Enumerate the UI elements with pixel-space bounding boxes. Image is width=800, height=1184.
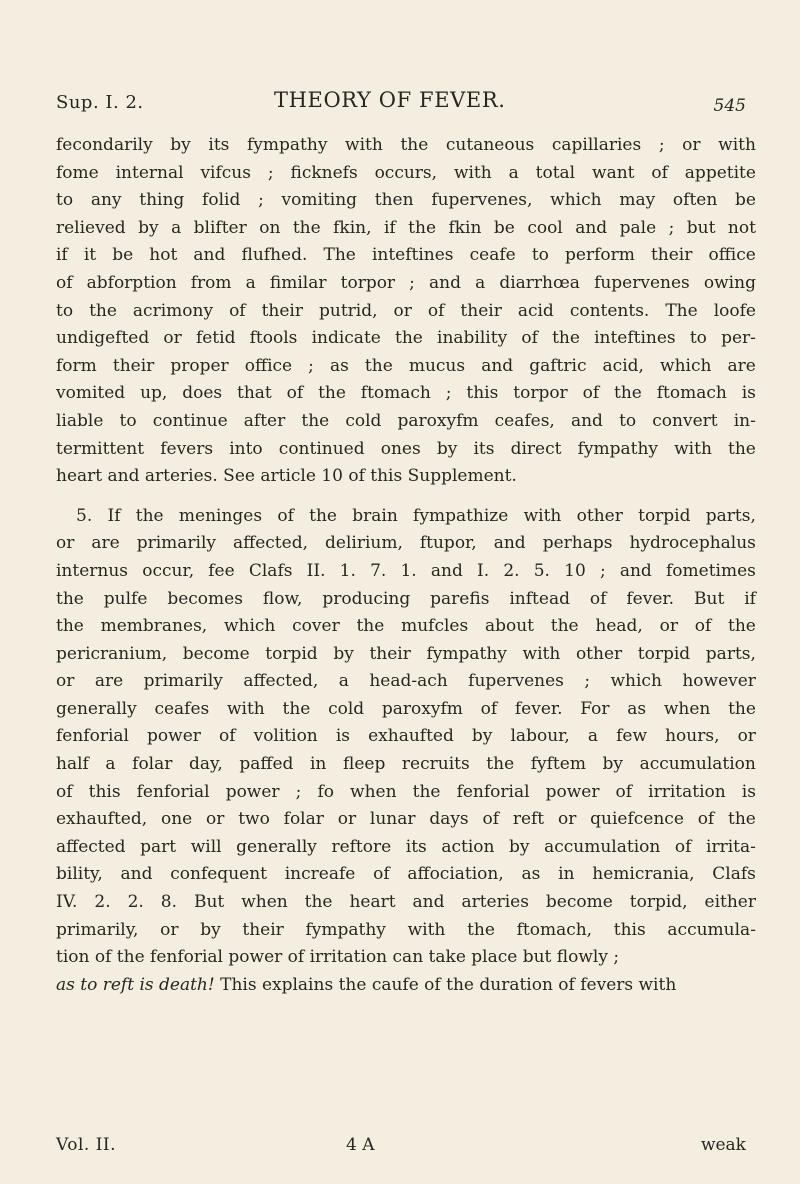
- text-fragment: This explains the caufe of the duration of fevers with: [214, 974, 677, 995]
- text-line: undigefted or fetid ftools indicate the inability of the inteftines to per-: [56, 328, 756, 349]
- text-line: liable to continue after the cold paroxyfm ceafes, and to convert in-: [56, 410, 756, 431]
- text-line: internus occur, fee Clafs II. 1. 7. 1. and I. 2. 5. 10 ; and fometimes: [56, 560, 756, 581]
- text-line: relieved by a blifter on the fkin, if the fkin be cool and pale ; but not: [56, 217, 756, 238]
- paragraph-1: [56, 132, 756, 491]
- text-line: fome internal vifcus ; ficknefs occurs, with a total want of appetite: [56, 162, 756, 183]
- text-line: or are primarily affected, a head-ach fupervenes ; which however: [56, 671, 756, 692]
- running-header: [56, 88, 746, 122]
- text-line: heart and arteries. See article 10 of this Supplement.: [56, 466, 517, 487]
- text-line: form their proper office ; as the mucus and gaftric acid, which are: [56, 355, 756, 376]
- section-reference: Sup. I. 2.: [56, 92, 144, 113]
- text-line: of abforption from a fimilar torpor ; and a diarrhœa fupervenes owing: [56, 272, 756, 293]
- text-line: IV. 2. 2. 8. But when the heart and arteries become torpid, either: [56, 892, 756, 913]
- text-line: the pulfe becomes flow, producing parefis inftead of fever. But if: [56, 588, 756, 609]
- catchword: weak: [700, 1135, 746, 1155]
- text-line: affected part will generally reftore its action by accumulation of irrita-: [56, 836, 756, 857]
- text-line: generally ceafes with the cold paroxyfm of fever. For as when the: [56, 698, 756, 719]
- text-line: vomited up, does that of the ftomach ; this torpor of the ftomach is: [56, 383, 756, 404]
- text-line: fenforial power of volition is exhaufted by labour, a few hours, or: [56, 726, 756, 747]
- italic-phrase: as to reft is death!: [56, 974, 215, 995]
- text-line: to any thing folid ; vomiting then fupervenes, which may often be: [56, 190, 756, 211]
- text-line: if it be hot and flufhed. The inteftines ceafe to perform their office: [56, 245, 756, 266]
- signature-mark: 4 A: [346, 1135, 375, 1155]
- body-text: [56, 132, 756, 999]
- text-line: 5. If the meninges of the brain fympathize with other torpid parts,: [76, 505, 756, 526]
- paragraph-2: [56, 503, 756, 1000]
- page-number: 545: [713, 96, 746, 116]
- text-line: of this fenforial power ; fo when the fenforial power of irritation is: [56, 781, 756, 802]
- text-line: half a folar day, paffed in fleep recruits the fyftem by accumulation: [56, 754, 756, 775]
- text-line: to the acrimony of their putrid, or of their acid contents. The loofe: [56, 300, 756, 321]
- text-line: pericranium, become torpid by their fympathy with other torpid parts,: [56, 643, 756, 664]
- text-line: termittent fevers into continued ones by its direct fympathy with the: [56, 438, 756, 459]
- text-line: tion of the fenforial power of irritation can take place but flowly ;: [56, 947, 620, 968]
- volume-label: Vol. II.: [56, 1135, 117, 1155]
- text-line: or are primarily affected, delirium, ftupor, and perhaps hydrocephalus: [56, 533, 756, 554]
- text-line: bility, and confequent increafe of affociation, as in hemicrania, Clafs: [56, 864, 756, 885]
- text-line: fecondarily by its fympathy with the cutaneous capillaries ; or with: [56, 135, 756, 155]
- page-footer: [56, 1135, 746, 1161]
- running-title: THEORY OF FEVER.: [274, 88, 506, 112]
- text-line: exhaufted, one or two folar or lunar days of reft or quiefcence of the: [56, 809, 756, 830]
- text-line-last: [56, 972, 756, 1000]
- text-line: primarily, or by their fympathy with the ftomach, this accumula-: [56, 919, 756, 940]
- text-line: the membranes, which cover the mufcles about the head, or of the: [56, 616, 756, 637]
